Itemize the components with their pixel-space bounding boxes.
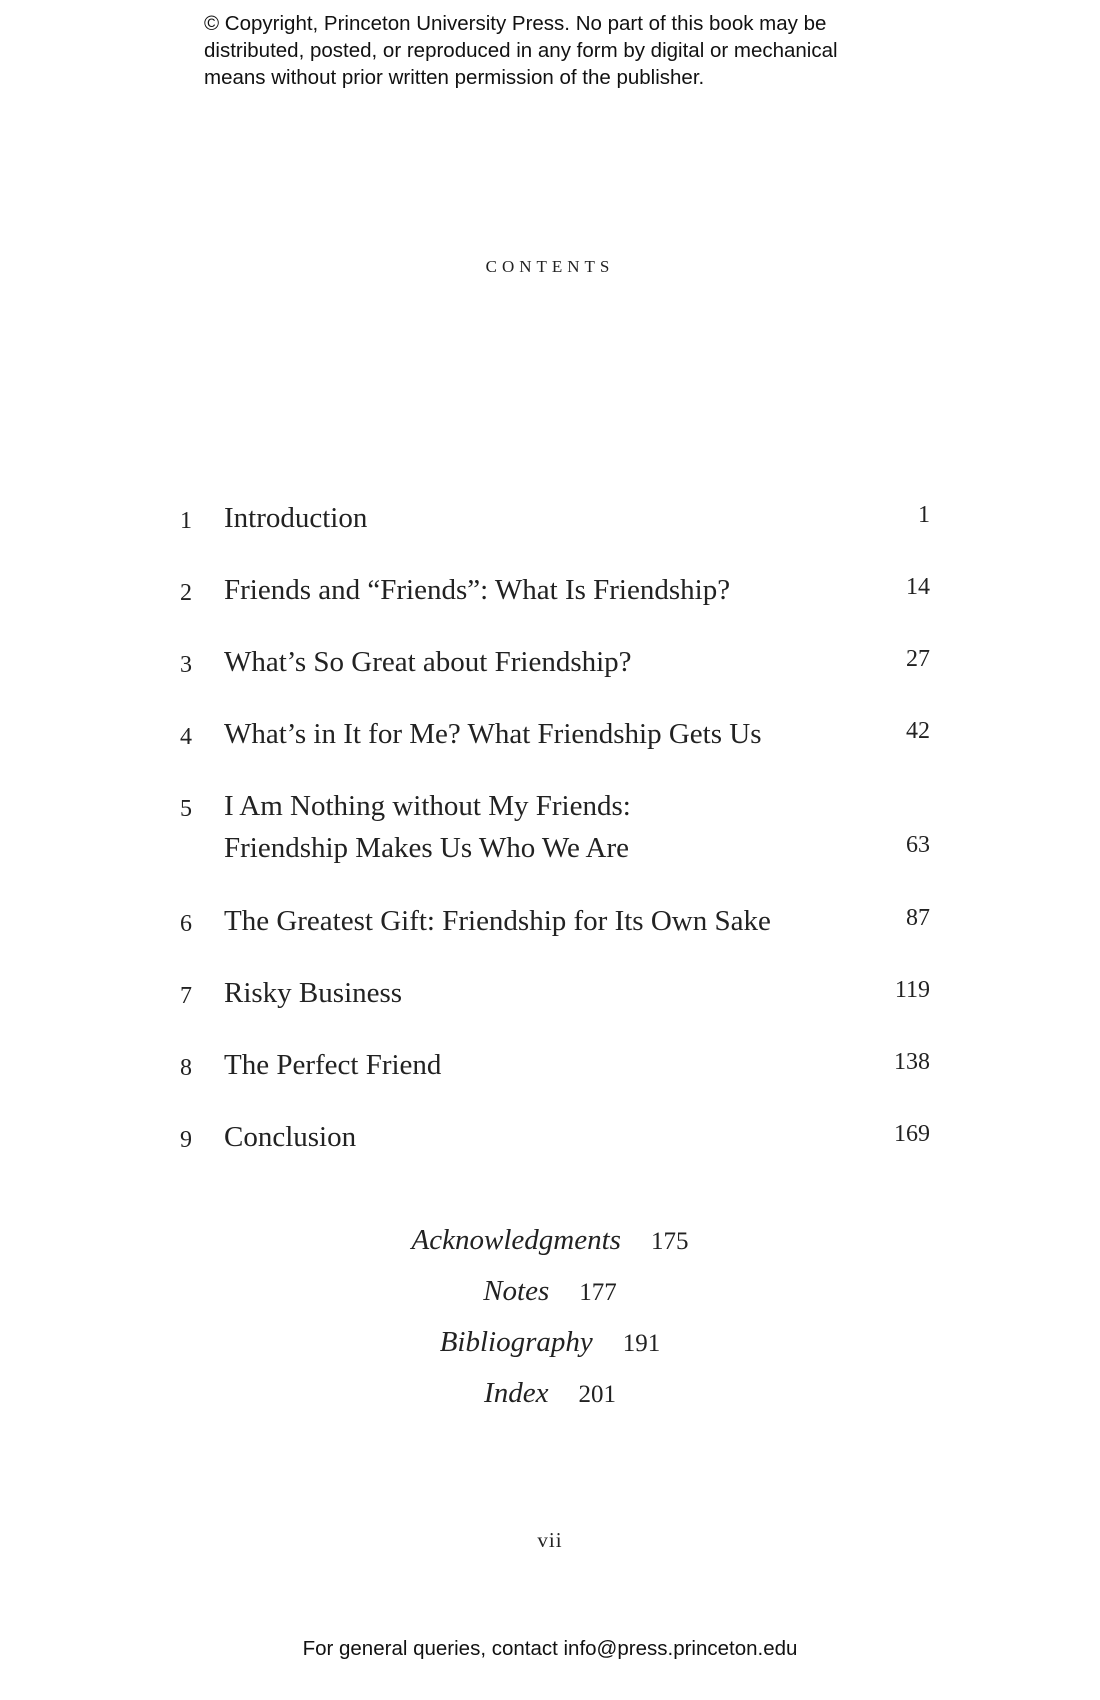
table-of-contents (180, 497, 930, 1188)
toc-entry-8[interactable] (180, 1044, 930, 1086)
toc-entry-6[interactable] (180, 900, 930, 942)
chapter-number: 1 (180, 508, 192, 534)
page-folio: vii (537, 1528, 563, 1552)
back-matter-acknowledgments[interactable] (0, 1215, 1100, 1266)
page-number: 191 (622, 1330, 661, 1357)
chapter-title-line: Risky Business (224, 977, 403, 1009)
chapter-title (224, 1044, 844, 1086)
back-matter-index[interactable] (0, 1368, 1100, 1419)
toc-entry-9[interactable] (180, 1116, 930, 1158)
page-number: 177 (579, 1279, 617, 1306)
page-number: 119 (894, 977, 930, 1003)
chapter-title-line: What’s in It for Me? What Friendship Gets Us (224, 718, 762, 750)
chapter-number: 9 (180, 1127, 192, 1153)
chapter-number: 7 (180, 983, 192, 1009)
chapter-title-line: I Am Nothing without My Friends: (224, 790, 631, 822)
chapter-title (224, 785, 844, 869)
chapter-number: 8 (180, 1055, 192, 1081)
page-number: 27 (906, 646, 930, 672)
chapter-title (224, 497, 844, 539)
copyright-line: distributed, posted, or reproduced in any form by digital or mechanical (204, 39, 838, 62)
chapter-title (224, 569, 844, 611)
chapter-title-line: What’s So Great about Friendship? (224, 646, 632, 678)
copyright-notice (204, 10, 964, 91)
toc-entry-1[interactable] (180, 497, 930, 539)
chapter-title-line: The Greatest Gift: Friendship for Its Own Sake (224, 905, 771, 937)
chapter-title (224, 713, 844, 755)
chapter-title (224, 972, 844, 1014)
page-title: contents (485, 252, 615, 278)
copyright-line: means without prior written permission of the publisher. (204, 66, 705, 89)
page-number: 42 (906, 718, 930, 744)
back-matter-label: Index (484, 1377, 549, 1409)
page-number: 175 (650, 1228, 689, 1255)
toc-entry-4[interactable] (180, 713, 930, 755)
back-matter-bibliography[interactable] (0, 1317, 1100, 1368)
chapter-title-line: The Perfect Friend (224, 1049, 442, 1081)
chapter-title-line: Friendship Makes Us Who We Are (224, 832, 629, 864)
toc-entry-3[interactable] (180, 641, 930, 683)
back-matter-label: Acknowledgments (411, 1224, 621, 1256)
chapter-title-line: Conclusion (224, 1121, 357, 1153)
page-number: 1 (918, 502, 930, 528)
chapter-number: 5 (180, 796, 192, 822)
toc-entry-7[interactable] (180, 972, 930, 1014)
footer-contact: For general queries, contact info@press.princeton.edu (302, 1637, 798, 1660)
chapter-number: 4 (180, 724, 192, 750)
back-matter-label: Notes (483, 1275, 550, 1307)
chapter-title-line: Friends and “Friends”: What Is Friendship? (224, 574, 731, 606)
page-number: 87 (906, 905, 930, 931)
copyright-line: © Copyright, Princeton University Press. No part of this book may be (204, 12, 827, 35)
chapter-number: 2 (180, 580, 192, 606)
chapter-title (224, 641, 844, 683)
page-number: 201 (578, 1381, 616, 1408)
chapter-number: 3 (180, 652, 192, 678)
chapter-title-line: Introduction (224, 502, 368, 534)
page-number: 63 (906, 832, 930, 858)
chapter-number: 6 (180, 911, 192, 937)
toc-entry-2[interactable] (180, 569, 930, 611)
chapter-title (224, 900, 844, 942)
page-number: 138 (894, 1049, 930, 1075)
chapter-title (224, 1116, 844, 1158)
back-matter-notes[interactable] (0, 1266, 1100, 1317)
back-matter-label: Bibliography (439, 1326, 593, 1358)
toc-entry-5[interactable] (180, 785, 930, 869)
back-matter-list (0, 1215, 1100, 1419)
page-number: 14 (906, 574, 930, 600)
page-number: 169 (894, 1121, 930, 1147)
